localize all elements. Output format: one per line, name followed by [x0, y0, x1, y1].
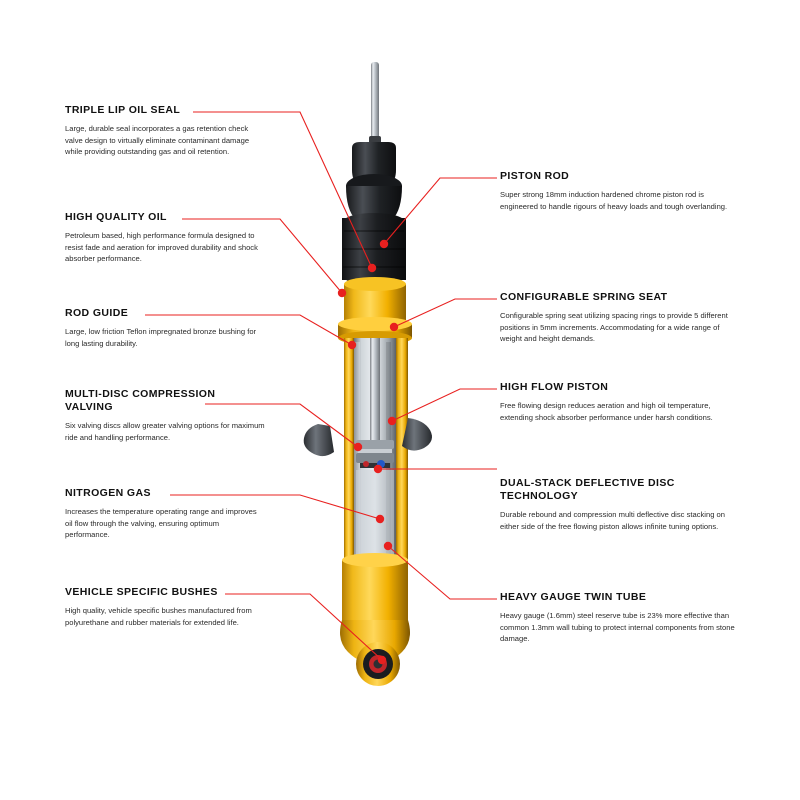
- callout-body: Increases the temperature operating range and improves oil flow through the valving, ensuring optimum performance.: [65, 507, 257, 540]
- callout-triple-lip-oil-seal: [65, 104, 265, 158]
- callout-title: CONFIGURABLE SPRING SEAT: [500, 291, 668, 303]
- callout-piston-rod: [500, 170, 738, 212]
- callout-rod-guide: [65, 307, 265, 349]
- callout-body: Super strong 18mm induction hardened chrome piston rod is engineered to handle rigours of heavy loads and tough overlanding.: [500, 190, 728, 211]
- leader-dot-nitrogen-gas: [376, 515, 384, 523]
- leader-dot-configurable-spring-seat: [390, 323, 398, 331]
- callout-title: HIGH FLOW PISTON: [500, 381, 609, 393]
- callout-title: HEAVY GAUGE TWIN TUBE: [500, 591, 647, 603]
- callout-body: High quality, vehicle specific bushes manufactured from polyurethane and rubber materials for extended life.: [65, 606, 252, 627]
- leader-lines: [145, 112, 497, 660]
- callout-configurable-spring-seat: [500, 291, 738, 345]
- leader-dots: [338, 240, 398, 664]
- callout-vehicle-specific-bushes: [65, 586, 265, 628]
- callout-nitrogen-gas: [65, 487, 265, 541]
- callout-body: Six valving discs allow greater valving options for maximum ride and handling performance.: [65, 421, 265, 442]
- callout-multi-disc-compression-valving: [65, 388, 265, 443]
- callout-title: ROD GUIDE: [65, 307, 129, 319]
- callout-title: MULTI-DISC COMPRESSION VALVING: [65, 388, 216, 413]
- leader-line-heavy-gauge-twin-tube: [388, 546, 497, 599]
- leader-dot-high-flow-piston: [388, 417, 396, 425]
- leader-dot-dual-stack-deflective-disc-technology: [374, 465, 382, 473]
- leader-dot-heavy-gauge-twin-tube: [384, 542, 392, 550]
- callout-title: NITROGEN GAS: [65, 487, 151, 499]
- callout-title: PISTON ROD: [500, 170, 570, 182]
- callout-dual-stack-deflective-disc-technology: [500, 477, 738, 532]
- callout-heavy-gauge-twin-tube: [500, 591, 738, 645]
- callout-high-quality-oil: [65, 211, 265, 265]
- shock-absorber-art: [304, 62, 432, 686]
- callout-title: DUAL-STACK DEFLECTIVE DISC TECHNOLOGY: [500, 477, 675, 502]
- leader-dot-multi-disc-compression-valving: [354, 443, 362, 451]
- callout-body: Durable rebound and compression multi deflective disc stacking on either side of the free flowing piston allows infinite tuning options.: [500, 510, 725, 531]
- leader-line-configurable-spring-seat: [394, 299, 497, 327]
- callout-body: Configurable spring seat utilizing spacing rings to provide 5 different positions in 5mm increments. Accommodating for a wide range of weight and height demands.: [500, 311, 728, 344]
- leader-line-high-flow-piston: [392, 389, 497, 421]
- callout-body: Large, durable seal incorporates a gas retention check valve design to virtually eliminate contaminant damage while providing outstanding gas and oil retention.: [65, 124, 250, 157]
- leader-dot-rod-guide: [348, 341, 356, 349]
- leader-dot-triple-lip-oil-seal: [368, 264, 376, 272]
- callout-title: TRIPLE LIP OIL SEAL: [65, 104, 181, 116]
- callout-body: Free flowing design reduces aeration and high oil temperature, extending shock absorber performance under harsh conditions.: [500, 401, 713, 422]
- callout-body: Large, low friction Teflon impregnated bronze bushing for long lasting durability.: [65, 327, 257, 348]
- leader-dot-vehicle-specific-bushes: [378, 656, 386, 664]
- leader-dot-piston-rod: [380, 240, 388, 248]
- callout-high-flow-piston: [500, 381, 738, 423]
- callout-body: Heavy gauge (1.6mm) steel reserve tube is 23% more effective than common 1.3mm wall tubing to protect internal components from stone damage.: [500, 611, 735, 644]
- leader-dot-high-quality-oil: [338, 289, 346, 297]
- callout-body: Petroleum based, high performance formula designed to resist fade and aeration for improved durability and shock absorber performance.: [65, 231, 258, 264]
- callout-title: VEHICLE SPECIFIC BUSHES: [65, 586, 218, 598]
- callout-title: HIGH QUALITY OIL: [65, 211, 167, 223]
- leader-line-piston-rod: [384, 178, 497, 244]
